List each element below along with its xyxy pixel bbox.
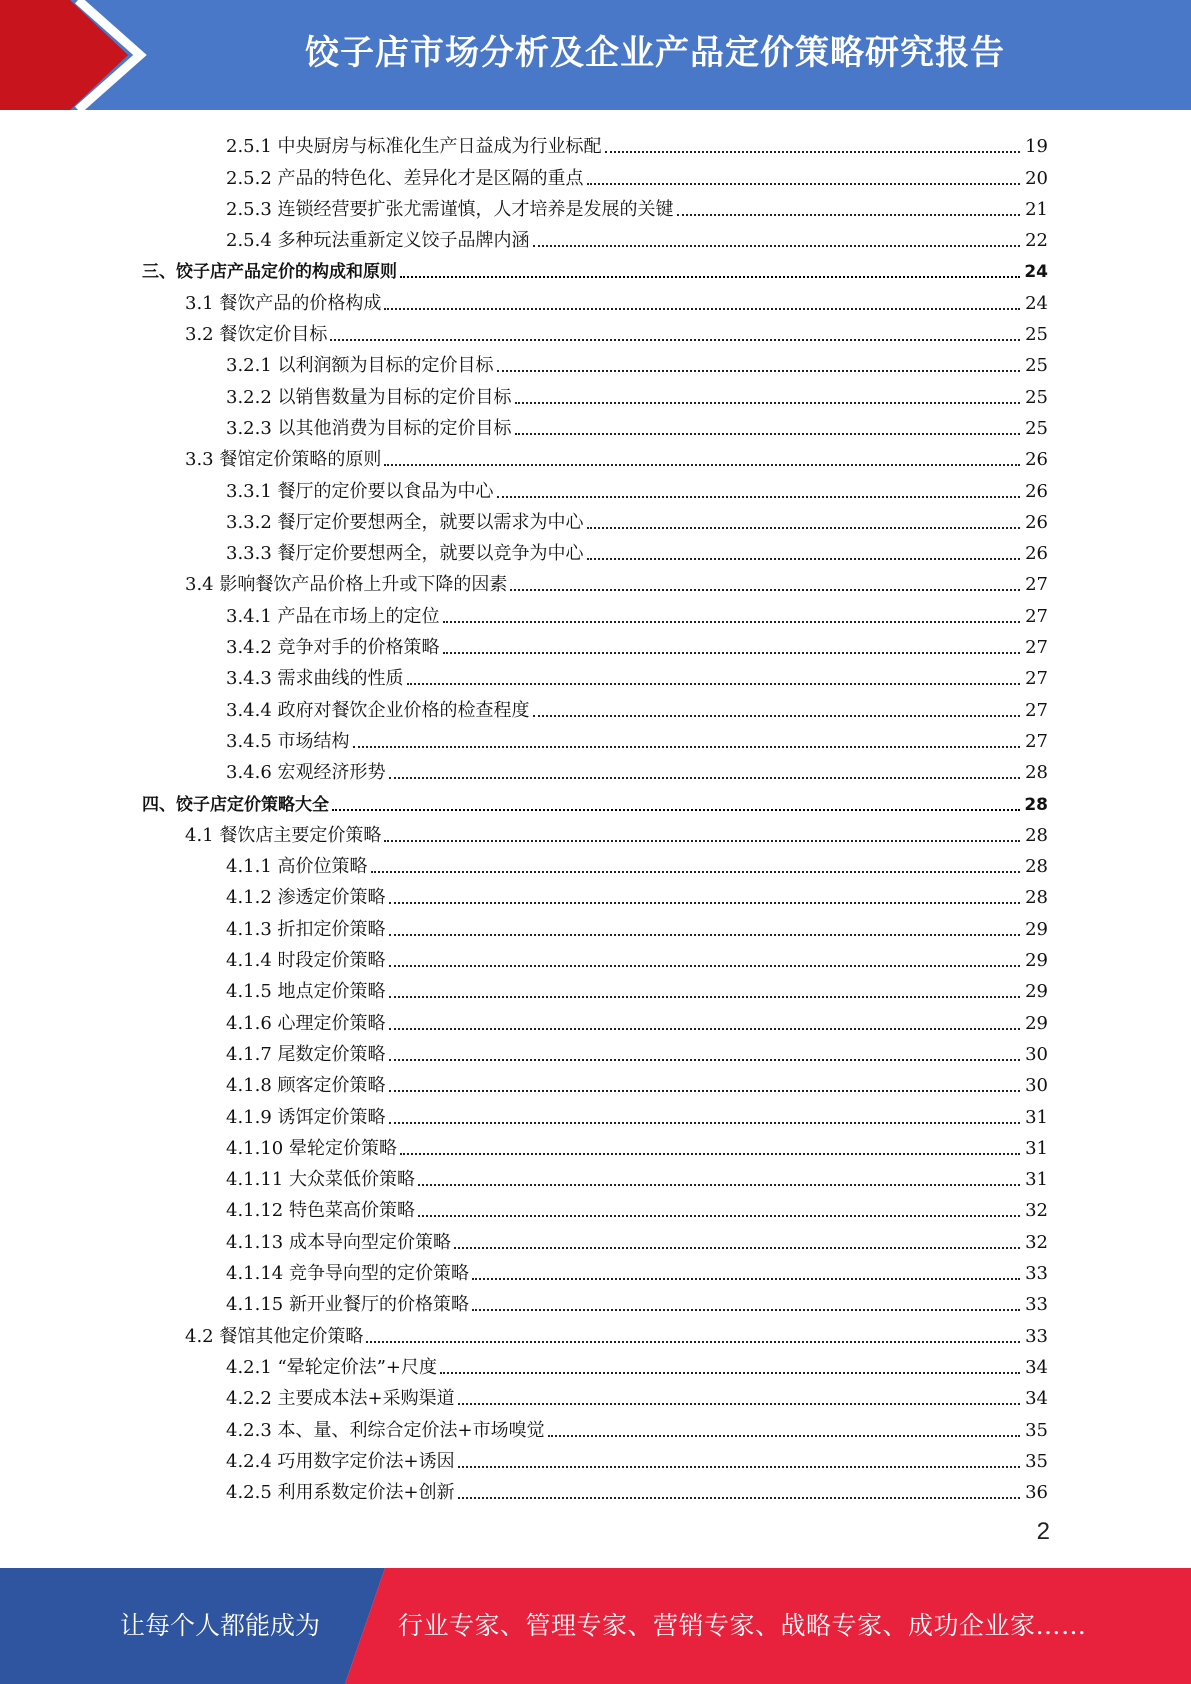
toc-entry[interactable] [226,472,1048,503]
page-number: 2 [1036,1518,1050,1545]
toc-entry-page: 32 [1025,1231,1048,1253]
toc-dot-leader [384,840,1020,842]
toc-entry-title: 2.5.1 中央厨房与标准化生产日益成为行业标配 [226,136,602,158]
toc-entry-page: 27 [1025,637,1048,659]
toc-entry[interactable] [226,128,1048,159]
toc-entry-page: 31 [1025,1137,1048,1159]
toc-entry[interactable] [185,285,1048,316]
toc-dot-leader [418,1215,1020,1217]
toc-dot-leader [472,1278,1020,1280]
toc-dot-leader [677,214,1020,216]
toc-entry[interactable] [226,1411,1048,1442]
toc-entry[interactable] [226,1098,1048,1129]
toc-dot-leader [458,1466,1020,1468]
toc-entry[interactable] [226,911,1048,942]
toc-entry-title: 2.5.4 多种玩法重新定义饺子品牌内涵 [226,230,530,252]
toc-dot-leader [371,871,1020,873]
toc-entry[interactable] [226,723,1048,754]
toc-entry[interactable] [226,754,1048,785]
toc-entry-page: 21 [1025,198,1048,220]
toc-entry[interactable] [226,1443,1048,1474]
toc-entry-page: 28 [1024,794,1048,815]
toc-entry[interactable] [226,973,1048,1004]
toc-entry-title: 4.1.6 心理定价策略 [226,1012,386,1034]
toc-entry[interactable] [226,1380,1048,1411]
toc-dot-leader [389,1122,1020,1124]
toc-entry[interactable] [226,942,1048,973]
toc-entry-page: 27 [1025,605,1048,627]
toc-entry-title: 4.1.15 新开业餐厅的价格策略 [226,1294,469,1316]
toc-entry-page: 29 [1025,918,1048,940]
toc-entry-title: 4.2.5 利用系数定价法+创新 [226,1482,455,1504]
toc-entry[interactable] [185,316,1048,347]
toc-entry-title: 4.1.8 顾客定价策略 [226,1075,386,1097]
toc-dot-leader [407,683,1020,685]
toc-entry-page: 26 [1025,543,1048,565]
toc-dot-leader [384,464,1020,466]
toc-entry-page: 25 [1025,324,1048,346]
toc-entry-title: 3.4 影响餐饮产品价格上升或下降的因素 [185,574,508,596]
toc-entry-title: 3.4.2 竞争对手的价格策略 [226,637,440,659]
toc-entry[interactable] [226,347,1048,378]
toc-entry-title: 4.1.7 尾数定价策略 [226,1043,386,1065]
toc-dot-leader [533,245,1020,247]
toc-entry[interactable] [226,848,1048,879]
toc-entry-title: 四、饺子店定价策略大全 [142,794,329,815]
toc-entry[interactable] [226,410,1048,441]
toc-entry-title: 4.1.10 晕轮定价策略 [226,1137,397,1159]
toc-entry[interactable] [185,566,1048,597]
toc-dot-leader [510,589,1020,591]
toc-dot-leader [458,1497,1020,1499]
toc-entry-title: 3.4.1 产品在市场上的定位 [226,605,440,627]
toc-entry-title: 4.2.4 巧用数字定价法+诱因 [226,1450,455,1472]
toc-entry-page: 29 [1025,981,1048,1003]
toc-entry[interactable] [226,535,1048,566]
toc-entry-page: 36 [1025,1482,1048,1504]
toc-dot-leader [440,1372,1020,1374]
toc-entry-title: 3.2.3 以其他消费为目标的定价目标 [226,417,512,439]
toc-dot-leader [400,276,1020,278]
toc-entry-page: 24 [1025,292,1048,314]
toc-entry-title: 4.1.1 高价位策略 [226,856,368,878]
toc-entry[interactable] [226,191,1048,222]
toc-entry[interactable] [185,441,1048,472]
toc-entry[interactable] [226,691,1048,722]
toc-dot-leader [389,965,1020,967]
toc-entry[interactable] [185,817,1048,848]
toc-dot-leader [389,902,1020,904]
toc-entry[interactable] [226,1161,1048,1192]
toc-entry[interactable] [226,660,1048,691]
toc-entry[interactable] [226,1130,1048,1161]
toc-entry-title: 3.4.5 市场结构 [226,730,350,752]
toc-entry[interactable] [226,1224,1048,1255]
toc-entry-title: 三、饺子店产品定价的构成和原则 [142,262,397,283]
toc-entry-page: 33 [1025,1294,1048,1316]
toc-entry-page: 34 [1025,1388,1048,1410]
toc-entry-title: 4.1.12 特色菜高价策略 [226,1200,415,1222]
toc-entry-page: 30 [1025,1043,1048,1065]
toc-entry-page: 31 [1025,1106,1048,1128]
toc-entry[interactable] [226,1004,1048,1035]
toc-entry-title: 3.2.1 以利润额为目标的定价目标 [226,355,494,377]
toc-entry-title: 4.1.5 地点定价策略 [226,981,386,1003]
toc-dot-leader [353,746,1020,748]
toc-entry-title: 4.1.11 大众菜低价策略 [226,1169,415,1191]
toc-entry-page: 27 [1025,699,1048,721]
toc-entry-title: 4.2.3 本、量、利综合定价法+市场嗅觉 [226,1419,545,1441]
report-title: 饺子店市场分析及企业产品定价策略研究报告 [305,33,1005,73]
toc-entry-title: 3.3.1 餐厅的定价要以食品为中心 [226,480,494,502]
toc-entry-title: 4.1.13 成本导向型定价策略 [226,1231,451,1253]
toc-entry-page: 34 [1025,1356,1048,1378]
toc-entry-page: 29 [1025,950,1048,972]
toc-entry[interactable] [226,598,1048,629]
toc-dot-leader [330,339,1020,341]
toc-dot-leader [587,558,1020,560]
toc-entry-page: 28 [1025,762,1048,784]
toc-dot-leader [389,1090,1020,1092]
toc-entry-page: 22 [1025,230,1048,252]
toc-entry-title: 3.4.6 宏观经济形势 [226,762,386,784]
toc-entry-title: 3.3.2 餐厅定价要想两全，就要以需求为中心 [226,511,584,533]
toc-entry-title: 3.3 餐馆定价策略的原则 [185,449,382,471]
toc-entry-title: 3.2 餐饮定价目标 [185,324,328,346]
toc-entry-page: 32 [1025,1200,1048,1222]
toc-dot-leader [389,934,1020,936]
toc-entry[interactable] [226,1192,1048,1223]
toc-entry-title: 3.1 餐饮产品的价格构成 [185,292,382,314]
toc-entry-page: 26 [1025,449,1048,471]
toc-dot-leader [454,1247,1020,1249]
toc-entry[interactable] [142,253,1048,284]
toc-dot-leader [366,1341,1020,1343]
toc-entry-title: 3.4.4 政府对餐饮企业价格的检查程度 [226,699,530,721]
footer-slogan-right: 行业专家、管理专家、营销专家、战略专家、成功企业家…… [398,1611,1087,1640]
toc-entry[interactable] [226,879,1048,910]
toc-entry-page: 20 [1025,167,1048,189]
toc-entry-page: 31 [1025,1169,1048,1191]
toc-entry-page: 19 [1025,136,1048,158]
toc-entry-title: 4.1.14 竞争导向型的定价策略 [226,1263,469,1285]
toc-entry[interactable] [226,1286,1048,1317]
toc-entry-page: 25 [1025,386,1048,408]
toc-entry-title: 4.1 餐饮店主要定价策略 [185,824,382,846]
toc-entry-title: 3.2.2 以销售数量为目标的定价目标 [226,386,512,408]
toc-dot-leader [587,183,1020,185]
toc-entry[interactable] [226,1255,1048,1286]
toc-entry-page: 28 [1025,856,1048,878]
toc-entry[interactable] [226,1474,1048,1505]
toc-entry-page: 25 [1025,417,1048,439]
toc-entry-title: 2.5.2 产品的特色化、差异化才是区隔的重点 [226,167,584,189]
toc-dot-leader [472,1309,1020,1311]
toc-entry-page: 27 [1025,730,1048,752]
toc-entry-title: 4.1.9 诱饵定价策略 [226,1106,386,1128]
toc-entry-page: 35 [1025,1419,1048,1441]
toc-dot-leader [533,715,1020,717]
toc-dot-leader [497,370,1020,372]
toc-entry[interactable] [226,504,1048,535]
toc-entry-page: 35 [1025,1450,1048,1472]
toc-dot-leader [389,1059,1020,1061]
toc-entry-page: 30 [1025,1075,1048,1097]
header-arrow-decoration [0,0,190,110]
toc-entry-page: 28 [1025,887,1048,909]
toc-entry-page: 25 [1025,355,1048,377]
toc-entry-title: 4.1.2 渗透定价策略 [226,887,386,909]
toc-dot-leader [400,1153,1020,1155]
toc-entry[interactable] [226,1349,1048,1380]
toc-entry-page: 24 [1024,262,1048,283]
toc-entry-title: 3.4.3 需求曲线的性质 [226,668,404,690]
toc-dot-leader [443,652,1020,654]
toc-entry-title: 4.1.3 折扣定价策略 [226,918,386,940]
toc-entry-title: 4.1.4 时段定价策略 [226,950,386,972]
toc-entry[interactable] [142,785,1048,816]
toc-entry[interactable] [226,222,1048,253]
toc-entry-page: 33 [1025,1263,1048,1285]
toc-dot-leader [587,527,1020,529]
toc-entry[interactable] [226,159,1048,190]
toc-entry-title: 3.3.3 餐厅定价要想两全，就要以竞争为中心 [226,543,584,565]
toc-dot-leader [605,151,1020,153]
toc-entry-title: 4.2 餐馆其他定价策略 [185,1325,364,1347]
toc-entry-page: 27 [1025,574,1048,596]
toc-dot-leader [497,496,1020,498]
toc-dot-leader [515,402,1020,404]
toc-dot-leader [384,308,1020,310]
toc-dot-leader [443,621,1020,623]
toc-dot-leader [332,809,1020,811]
toc-entry[interactable] [226,378,1048,409]
toc-entry-page: 26 [1025,480,1048,502]
toc-dot-leader [389,777,1020,779]
toc-dot-leader [515,433,1020,435]
footer-slogan-left: 让每个人都能成为 [120,1611,321,1640]
toc-entry[interactable] [185,1317,1048,1348]
toc-entry-page: 27 [1025,668,1048,690]
toc-dot-leader [389,1028,1020,1030]
toc-dot-leader [458,1403,1020,1405]
toc-entry[interactable] [226,1036,1048,1067]
page-footer [0,1568,1191,1684]
toc-entry-page: 26 [1025,511,1048,533]
toc-entry-title: 4.2.2 主要成本法+采购渠道 [226,1388,455,1410]
toc-dot-leader [548,1435,1020,1437]
toc-dot-leader [389,996,1020,998]
page-header [0,0,1191,110]
toc-entry[interactable] [226,1067,1048,1098]
toc-entry-page: 29 [1025,1012,1048,1034]
toc-entry-page: 28 [1025,824,1048,846]
toc-entry-page: 33 [1025,1325,1048,1347]
toc-entry-title: 2.5.3 连锁经营要扩张尤需谨慎，人才培养是发展的关键 [226,198,674,220]
toc-dot-leader [418,1184,1020,1186]
toc-entry[interactable] [226,629,1048,660]
toc-entry-title: 4.2.1 “晕轮定价法”+尺度 [226,1356,438,1378]
